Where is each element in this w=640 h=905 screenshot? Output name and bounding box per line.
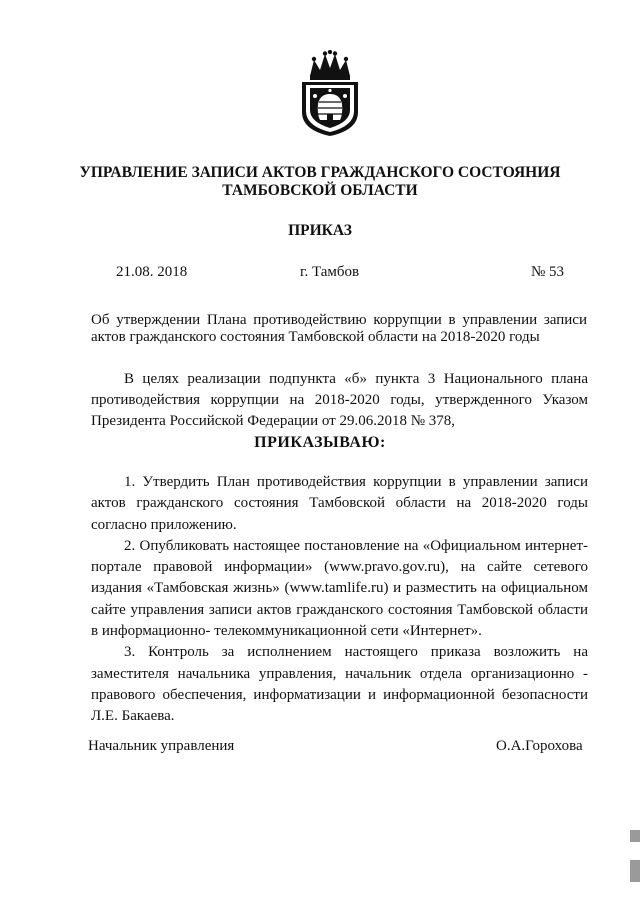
order-item-3: 3. Контроль за исполнением настоящего приказа возложить на заместителя начальника управления, начальник отдела организационно - правового обеспечения, информатизации и информационной безопасности Л.Е. Бакаева. xyxy=(91,644,588,725)
order-items xyxy=(91,472,588,728)
signatory-position: Начальник управления xyxy=(88,738,235,754)
document-number: № 53 xyxy=(531,264,565,280)
document-date: 21.08. 2018 xyxy=(116,264,188,280)
tambov-coat-of-arms-icon xyxy=(296,50,364,138)
order-item-1: 1. Утвердить План противодействия коррупции в управлении записи актов гражданского состояния Тамбовской области на 2018-2020 годы согласно приложению. xyxy=(91,474,588,533)
organization-name-line1: УПРАВЛЕНИЕ ЗАПИСИ АКТОВ ГРАЖДАНСКОГО СОСТОЯНИЯ xyxy=(79,164,561,181)
document-type-title: ПРИКАЗ xyxy=(288,222,352,239)
scan-edge-mark xyxy=(630,860,640,882)
document-subject: Об утверждении Плана противодействию коррупции в управлении записи актов гражданского состояния Тамбовской области на 2018-2020 годы xyxy=(91,312,587,345)
signatory-name: О.А.Горохова xyxy=(496,738,583,754)
organization-name-line2: ТАМБОВСКОЙ ОБЛАСТИ xyxy=(222,182,418,199)
document-city: г. Тамбов xyxy=(300,264,360,280)
order-heading: ПРИКАЗЫВАЮ: xyxy=(254,434,386,451)
organization-name xyxy=(60,164,580,200)
preamble-paragraph: В целях реализации подпункта «б» пункта 3 Национального плана противодействия коррупции на 2018-2020 годы, утвержденного Указом Президента Российской Федерации от 29.06.2018 № 378, xyxy=(91,371,588,429)
scan-edge-mark xyxy=(630,830,640,842)
order-item-2: 2. Опубликовать настоящее постановление на «Официальном интернет-портале правовой информации» (www.pravo.gov.ru), на сайте сетевого издания «Тамбовская жизнь» (www.tamlife.ru) и разместить на официальном сайте управления записи актов гражданского состояния Тамбовской области в информационно- телекоммуникационной сети «Интернет». xyxy=(91,537,588,640)
